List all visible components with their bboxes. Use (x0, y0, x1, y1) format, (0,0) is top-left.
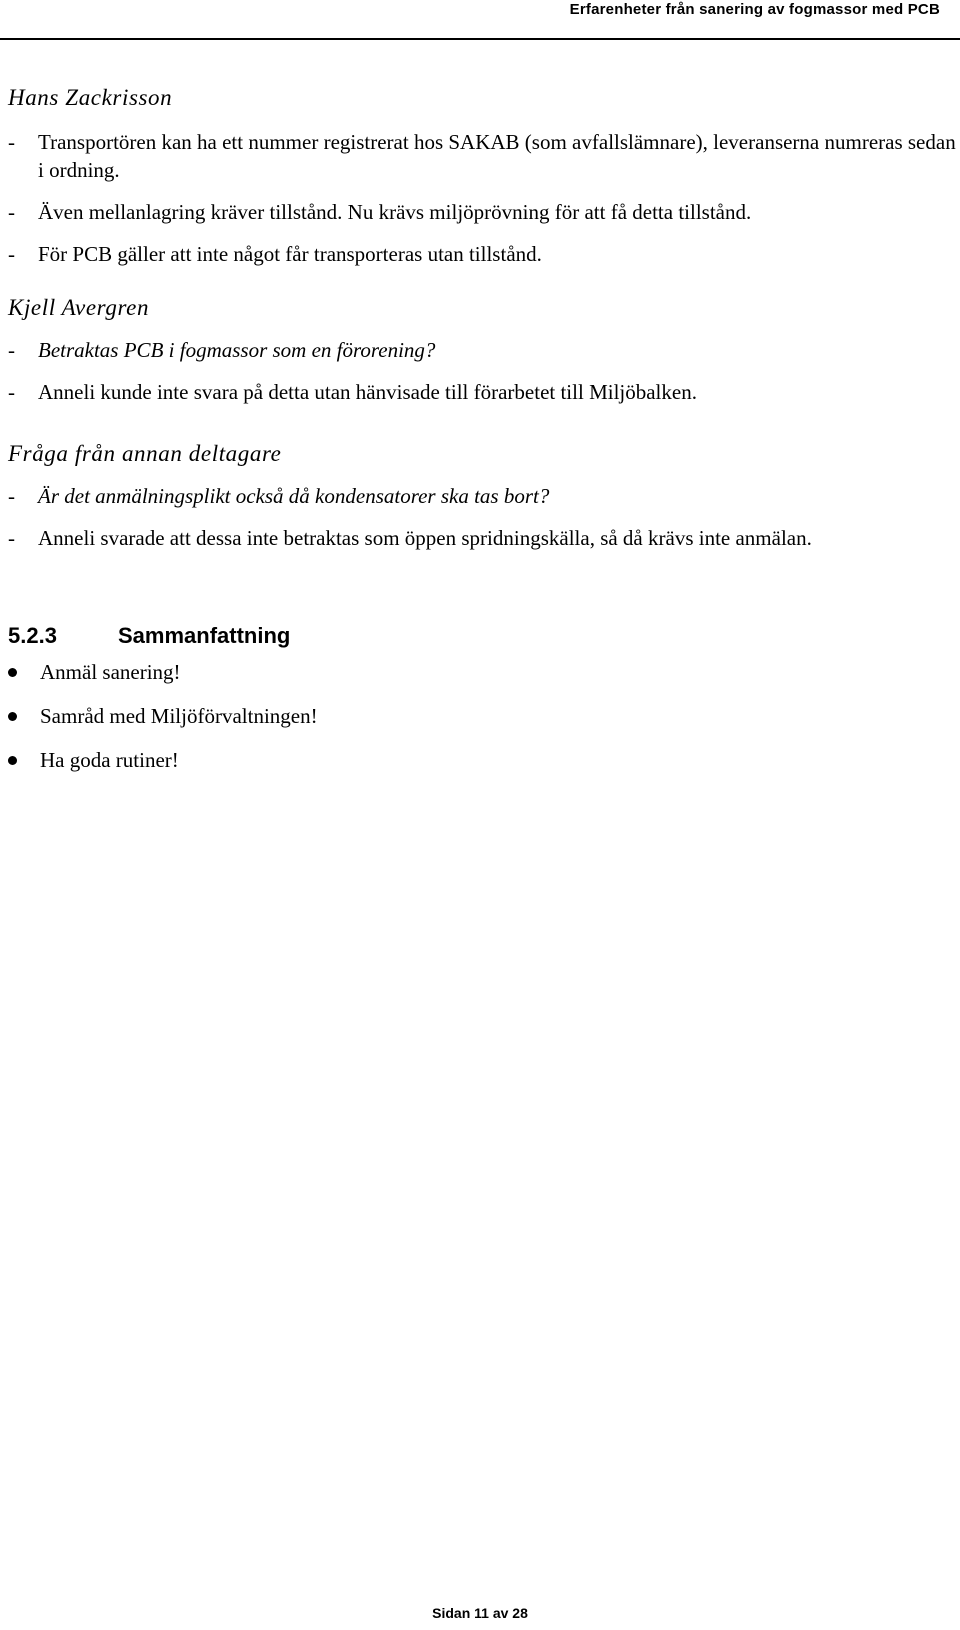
list-item-question (8, 482, 958, 510)
list-item (8, 198, 958, 226)
list-item (8, 240, 958, 268)
dash-marker: - (8, 242, 15, 266)
dash-marker: - (8, 380, 15, 404)
bullet-item (8, 658, 958, 686)
bullet-text: Ha goda rutiner! (40, 748, 179, 772)
bullet-text: Anmäl sanering! (40, 660, 181, 684)
bullet-item (8, 746, 958, 774)
speaker-name: Hans Zackrisson (8, 85, 173, 110)
section-other-participant (8, 440, 958, 552)
section-heading (8, 622, 958, 650)
speaker-name: Fråga från annan deltagare (8, 441, 282, 466)
list-item-question (8, 336, 958, 364)
dash-marker: - (8, 526, 15, 550)
section-number: 5.2.3 (8, 623, 57, 648)
running-header: Erfarenheter från sanering av fogmassor med PCB (569, 1, 940, 18)
list-item (8, 128, 958, 184)
summary-section (8, 622, 958, 774)
list-item-text: Anneli svarade att dessa inte betraktas som öppen spridningskälla, så då krävs inte anmälan. (38, 526, 812, 550)
list-item-text: Är det anmälningsplikt också då kondensatorer ska tas bort? (38, 484, 550, 508)
dash-marker: - (8, 200, 15, 224)
bullet-text: Samråd med Miljöförvaltningen! (40, 704, 318, 728)
bullet-icon (8, 712, 17, 721)
speaker-name: Kjell Avergren (8, 295, 150, 320)
page-number: Sidan 11 av 28 (432, 1605, 528, 1621)
dash-marker: - (8, 130, 15, 154)
section-title: Sammanfattning (118, 623, 291, 648)
list-item-text: För PCB gäller att inte något får transporteras utan tillstånd. (38, 242, 542, 266)
section-hans-zackrisson (8, 84, 958, 268)
list-item-text: Transportören kan ha ett nummer registrerat hos SAKAB (som avfallslämnare), leveranserna numreras sedan i ordning. (38, 130, 956, 182)
list-item-text: Även mellanlagring kräver tillstånd. Nu krävs miljöprövning för att få detta tillstånd. (38, 200, 752, 224)
list-item (8, 524, 958, 552)
dash-marker: - (8, 338, 15, 362)
list-item-text: Betraktas PCB i fogmassor som en förorening? (38, 338, 436, 362)
header-divider (0, 38, 960, 40)
bullet-icon (8, 756, 17, 765)
bullet-icon (8, 668, 17, 677)
list-item-text: Anneli kunde inte svara på detta utan hänvisade till förarbetet till Miljöbalken. (38, 380, 697, 404)
list-item (8, 378, 958, 406)
bullet-item (8, 702, 958, 730)
dash-marker: - (8, 484, 15, 508)
section-kjell-avergren (8, 294, 958, 406)
